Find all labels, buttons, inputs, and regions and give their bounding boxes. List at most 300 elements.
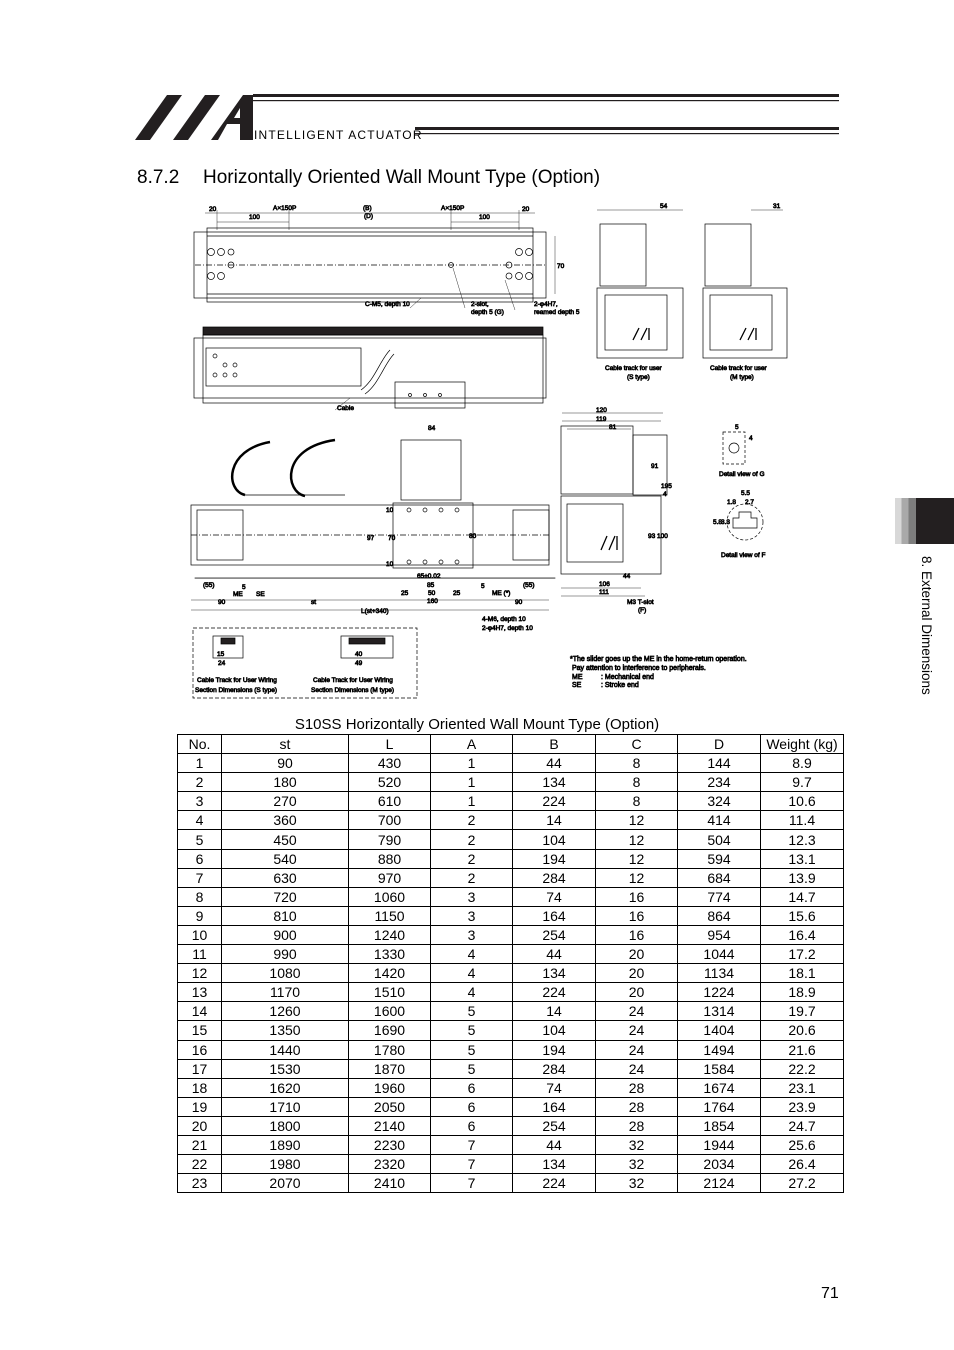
table-cell: 224 (513, 792, 596, 811)
table-row (178, 1135, 844, 1154)
top-view (194, 210, 555, 310)
section-number: 8.7.2 (137, 167, 180, 188)
table-cell: 32 (596, 1135, 678, 1154)
table-cell: 10 (178, 925, 222, 944)
table-cell: 6 (431, 1078, 513, 1097)
page-number: 71 (821, 1285, 839, 1302)
table-cell: 12.3 (761, 830, 844, 849)
dim-bottom-25-left: 25 (401, 590, 409, 597)
table-row (178, 906, 844, 925)
table-cell: 26.4 (761, 1155, 844, 1174)
dim-bottom-84: 84 (428, 425, 436, 432)
table-row (178, 754, 844, 773)
table-cell: 3 (431, 887, 513, 906)
table-row (178, 925, 844, 944)
table-cell: 1440 (222, 1040, 349, 1059)
table-cell: 28 (596, 1116, 678, 1135)
table-row (178, 792, 844, 811)
section-m-caption-2: Section Dimensions (M type) (311, 687, 395, 694)
dim-side-91: 91 (651, 463, 659, 470)
table-cell: 20 (596, 964, 678, 983)
table-cell: 414 (678, 811, 761, 830)
table-cell: 284 (513, 1059, 596, 1078)
table-cell: 14 (513, 1002, 596, 1021)
table-cell: 864 (678, 906, 761, 925)
table-cell: 23.9 (761, 1097, 844, 1116)
dim-top-20-left: 20 (209, 206, 217, 213)
header-row (178, 735, 844, 754)
table-cell: 9.7 (761, 773, 844, 792)
dim-bottom-l: L(st+340) (361, 608, 389, 615)
table-cell: 700 (349, 811, 431, 830)
dim-bottom-55-right: (55) (523, 582, 535, 589)
table-cell: 21 (178, 1135, 222, 1154)
logo-text: INTELLIGENT ACTUATOR (254, 128, 423, 142)
dim-top-a150-left: A×150P (273, 205, 297, 212)
table-cell: 4 (178, 811, 222, 830)
table-row (178, 983, 844, 1002)
column-header: B (513, 735, 596, 754)
dim-bottom-25-right: 25 (453, 590, 461, 597)
section-heading (137, 167, 600, 189)
slot-label-2: (F) (638, 607, 647, 614)
table-title: S10SS Horizontally Oriented Wall Mount Type (Option) (294, 716, 660, 733)
table-cell: 44 (513, 945, 596, 964)
table-row (178, 811, 844, 830)
column-header: st (222, 735, 349, 754)
table-cell: 594 (678, 849, 761, 868)
dim-bottom-10-top: 10 (386, 507, 394, 514)
table-cell: 1764 (678, 1097, 761, 1116)
callout-reamed-2: reamed depth 5 (534, 309, 580, 316)
table-cell: 9 (178, 906, 222, 925)
dim-bottom-st: st (311, 599, 317, 606)
dim-bottom-se: SE (256, 591, 265, 598)
table-cell: 1420 (349, 964, 431, 983)
table-cell: 7 (178, 868, 222, 887)
table-cell: 15.6 (761, 906, 844, 925)
dim-bottom-me: ME (233, 591, 243, 598)
table-row (178, 1078, 844, 1097)
dim-side-44: 44 (623, 573, 631, 580)
table-cell: 22 (178, 1155, 222, 1174)
table-cell: 254 (513, 925, 596, 944)
dim-side-195: 195 (661, 483, 672, 490)
table-cell: 44 (513, 1135, 596, 1154)
detail-f-dim-33: 3.3 (721, 519, 731, 526)
callout-cm5: C-M5, depth 10 (365, 301, 410, 308)
table-cell: 1 (431, 773, 513, 792)
table-cell: 1404 (678, 1021, 761, 1040)
table-body (178, 754, 844, 1193)
callout-slot-1: 2-slot, (471, 301, 489, 308)
table-cell: 2034 (678, 1155, 761, 1174)
table-cell: 7 (431, 1155, 513, 1174)
table-cell: 2 (431, 830, 513, 849)
dim-bottom-80: 80 (469, 533, 477, 540)
table-cell: 1494 (678, 1040, 761, 1059)
table-cell: 134 (513, 1155, 596, 1174)
table-cell: 970 (349, 868, 431, 887)
note-interference: Pay attention to interference to peripherals. (572, 665, 706, 672)
table-cell: 134 (513, 964, 596, 983)
table-cell: 74 (513, 1078, 596, 1097)
table-cell: 180 (222, 773, 349, 792)
table-cell: 900 (222, 925, 349, 944)
table-cell: 1944 (678, 1135, 761, 1154)
table-cell: 12 (596, 830, 678, 849)
table-cell: 8 (596, 792, 678, 811)
end-view-s-caption-2: (S type) (627, 374, 650, 381)
table-row (178, 849, 844, 868)
table-cell: 1240 (349, 925, 431, 944)
table-cell: 194 (513, 849, 596, 868)
table-cell: 12 (596, 849, 678, 868)
dim-side-93: 93 (648, 533, 656, 540)
dim-bottom-55-left: (55) (203, 582, 215, 589)
table-cell: 1980 (222, 1155, 349, 1174)
dim-bottom-70: 70 (388, 535, 396, 542)
table-cell: 2070 (222, 1174, 349, 1193)
table-cell: 1330 (349, 945, 431, 964)
table-cell: 74 (513, 887, 596, 906)
table-cell: 1044 (678, 945, 761, 964)
end-view-s-caption-1: Cable track for user (605, 365, 662, 372)
dim-bottom-50: 50 (428, 590, 436, 597)
table-cell: 5 (431, 1040, 513, 1059)
table-cell: 3 (431, 906, 513, 925)
detail-f-dim-27: 2.7 (745, 499, 755, 506)
dim-bottom-90-right: 90 (515, 599, 523, 606)
table-cell: 18.9 (761, 983, 844, 1002)
table-cell: 990 (222, 945, 349, 964)
table-cell: 504 (678, 830, 761, 849)
table-cell: 1170 (222, 983, 349, 1002)
detail-f-dim-58: 5.8 (713, 519, 723, 526)
dim-top-b: (B) (363, 205, 372, 212)
table-cell: 17 (178, 1059, 222, 1078)
table-row (178, 887, 844, 906)
dim-top-100-left: 100 (249, 214, 260, 221)
dim-bottom-me-star: ME (*) (492, 590, 511, 597)
table-row (178, 1155, 844, 1174)
note-se-abbr: SE (572, 682, 582, 689)
table-cell: 1710 (222, 1097, 349, 1116)
table-cell: 1890 (222, 1135, 349, 1154)
table-cell: 284 (513, 868, 596, 887)
table-cell: 1080 (222, 964, 349, 983)
table-cell: 3 (178, 792, 222, 811)
table-cell: 1 (431, 792, 513, 811)
table-cell: 11 (178, 945, 222, 964)
callout-slot-2: depth 5 (G) (471, 309, 504, 316)
dim-side-4: 4 (663, 491, 667, 498)
end-view-m-dim: 31 (773, 203, 781, 210)
note-me-def: : Mechanical end (601, 674, 654, 681)
table-cell: 1350 (222, 1021, 349, 1040)
detail-f (727, 504, 763, 540)
column-header: D (678, 735, 761, 754)
table-cell: 17.2 (761, 945, 844, 964)
table-cell: 520 (349, 773, 431, 792)
table-cell: 4 (431, 945, 513, 964)
dim-bottom-65: 65±0.02 (417, 573, 441, 580)
table-cell: 5 (431, 1059, 513, 1078)
table-cell: 10.6 (761, 792, 844, 811)
table-cell: 104 (513, 1021, 596, 1040)
table-cell: 630 (222, 868, 349, 887)
dim-top-70: 70 (557, 263, 565, 270)
table-cell: 134 (513, 773, 596, 792)
table-cell: 254 (513, 1116, 596, 1135)
table-cell: 13.1 (761, 849, 844, 868)
dim-top-d: (D) (364, 213, 374, 220)
dim-side-100: 100 (657, 533, 668, 540)
table-cell: 18.1 (761, 964, 844, 983)
table-row (178, 1040, 844, 1059)
dim-bottom-10-bottom: 10 (386, 561, 394, 568)
table-cell: 164 (513, 906, 596, 925)
table-cell: 12 (178, 964, 222, 983)
slot-label-1: M3 T-slot (627, 599, 654, 606)
table-cell: 7 (431, 1174, 513, 1193)
detail-g-dim-5: 5 (735, 424, 739, 431)
table-cell: 2124 (678, 1174, 761, 1193)
dim-bottom-5-right: 5 (481, 583, 485, 590)
detail-g-caption: Detail view of G (719, 471, 765, 478)
table-cell: 430 (349, 754, 431, 773)
front-view (194, 327, 546, 410)
table-cell: 25.6 (761, 1135, 844, 1154)
table-cell: 2050 (349, 1097, 431, 1116)
detail-f-caption: Detail view of F (721, 552, 766, 559)
table-row (178, 1021, 844, 1040)
section-title: Horizontally Oriented Wall Mount Type (Option) (203, 167, 601, 188)
detail-f-dim-55: 5.5 (741, 490, 751, 497)
table-cell: 8 (596, 773, 678, 792)
table-row (178, 964, 844, 983)
table-cell: 194 (513, 1040, 596, 1059)
table-cell: 6 (431, 1097, 513, 1116)
table-cell: 24 (596, 1021, 678, 1040)
table-cell: 1600 (349, 1002, 431, 1021)
table-cell: 32 (596, 1174, 678, 1193)
table-cell: 14.7 (761, 887, 844, 906)
detail-g-dim-4: 4 (749, 435, 753, 442)
table-cell: 234 (678, 773, 761, 792)
table-cell: 16 (596, 925, 678, 944)
table-row (178, 1174, 844, 1193)
table-cell: 4 (431, 983, 513, 1002)
table-cell: 270 (222, 792, 349, 811)
section-s-dim-24: 24 (218, 660, 226, 667)
table-cell: 1960 (349, 1078, 431, 1097)
table-cell: 8 (178, 887, 222, 906)
column-header: No. (178, 735, 222, 754)
side-tab-marker (916, 498, 954, 544)
table-cell: 324 (678, 792, 761, 811)
table-cell: 1530 (222, 1059, 349, 1078)
table-cell: 224 (513, 1174, 596, 1193)
table-cell: 20 (596, 983, 678, 1002)
table-cell: 720 (222, 887, 349, 906)
table-cell: 15 (178, 1021, 222, 1040)
table-row (178, 1059, 844, 1078)
table-cell: 13.9 (761, 868, 844, 887)
table-cell: 2 (178, 773, 222, 792)
table-cell: 7 (431, 1135, 513, 1154)
table-cell: 1800 (222, 1116, 349, 1135)
dim-bottom-97: 97 (367, 535, 375, 542)
table-cell: 8.9 (761, 754, 844, 773)
table-cell: 2 (431, 811, 513, 830)
table-cell: 2320 (349, 1155, 431, 1174)
section-s-caption-2: Section Dimensions (S type) (195, 687, 278, 694)
column-header: Weight (kg) (761, 735, 844, 754)
end-view-m-caption-2: (M type) (730, 374, 754, 381)
table-header (178, 735, 844, 754)
table-cell: 16 (596, 906, 678, 925)
table-cell: 1510 (349, 983, 431, 1002)
dim-bottom-85: 85 (427, 582, 435, 589)
table-cell: 24.7 (761, 1116, 844, 1135)
table-cell: 20 (178, 1116, 222, 1135)
table-cell: 19 (178, 1097, 222, 1116)
table-cell: 32 (596, 1155, 678, 1174)
table-row (178, 1002, 844, 1021)
table-cell: 24 (596, 1040, 678, 1059)
table-cell: 16.4 (761, 925, 844, 944)
note-me-abbr: ME (572, 674, 583, 681)
dim-bottom-160: 160 (427, 598, 438, 605)
table-cell: 360 (222, 811, 349, 830)
table-cell: 1260 (222, 1002, 349, 1021)
table-cell: 14 (513, 811, 596, 830)
detail-g (723, 432, 745, 464)
table-cell: 1584 (678, 1059, 761, 1078)
table-row (178, 945, 844, 964)
table-cell: 1690 (349, 1021, 431, 1040)
table-cell: 14 (178, 1002, 222, 1021)
cable-label: Cable (337, 405, 354, 412)
table-cell: 164 (513, 1097, 596, 1116)
table-row (178, 830, 844, 849)
table-cell: 23 (178, 1174, 222, 1193)
table-cell: 1134 (678, 964, 761, 983)
callout-reamed-1: 2-φ4H7, (534, 301, 558, 308)
table-cell: 1 (178, 754, 222, 773)
end-view-m-caption-1: Cable track for user (710, 365, 767, 372)
table-cell: 20.6 (761, 1021, 844, 1040)
table-cell: 6 (178, 849, 222, 868)
table-cell: 450 (222, 830, 349, 849)
table-cell: 2230 (349, 1135, 431, 1154)
table-row (178, 1116, 844, 1135)
note-se-def: : Stroke end (601, 682, 639, 689)
table-cell: 684 (678, 868, 761, 887)
callout-m6: 4-M6, depth 10 (482, 616, 526, 623)
table-cell: 2 (431, 849, 513, 868)
table-cell: 28 (596, 1078, 678, 1097)
table-cell: 810 (222, 906, 349, 925)
dim-side-119: 119 (596, 416, 607, 423)
table-cell: 18 (178, 1078, 222, 1097)
dim-side-106: 106 (599, 581, 610, 588)
section-m-dim-40: 40 (355, 651, 363, 658)
side-tab-gradient (895, 498, 916, 544)
table-cell: 880 (349, 849, 431, 868)
column-header: C (596, 735, 678, 754)
table-cell: 2410 (349, 1174, 431, 1193)
table-cell: 104 (513, 830, 596, 849)
callout-reamed-10: 2-φ4H7, depth 10 (482, 625, 533, 632)
table-cell: 24 (596, 1002, 678, 1021)
end-view-s-dim: 54 (660, 203, 668, 210)
table-cell: 13 (178, 983, 222, 1002)
table-cell: 3 (431, 925, 513, 944)
dim-side-81: 81 (609, 424, 617, 431)
table-cell: 23.1 (761, 1078, 844, 1097)
column-header: A (431, 735, 513, 754)
table-cell: 44 (513, 754, 596, 773)
table-cell: 1150 (349, 906, 431, 925)
table-cell: 90 (222, 754, 349, 773)
table-cell: 5 (431, 1002, 513, 1021)
table-cell: 540 (222, 849, 349, 868)
table-cell: 2140 (349, 1116, 431, 1135)
table-cell: 1780 (349, 1040, 431, 1059)
table-cell: 774 (678, 887, 761, 906)
table-cell: 610 (349, 792, 431, 811)
dim-top-a150-right: A×150P (441, 205, 465, 212)
dim-bottom-90-left: 90 (218, 599, 226, 606)
table-cell: 1314 (678, 1002, 761, 1021)
dimension-drawing (185, 200, 805, 705)
table-cell: 12 (596, 868, 678, 887)
section-m-caption-1: Cable Track for User Wiring (313, 677, 393, 684)
detail-f-dim-18: 1.8 (727, 499, 737, 506)
table-cell: 11.4 (761, 811, 844, 830)
dim-top-100-right: 100 (479, 214, 490, 221)
section-s-dim-15: 15 (217, 651, 225, 658)
table-cell: 12 (596, 811, 678, 830)
table-cell: 5 (431, 1021, 513, 1040)
iai-logo (135, 92, 841, 142)
side-tab-label: 8. External Dimensions (919, 556, 934, 695)
table-cell: 1620 (222, 1078, 349, 1097)
table-row (178, 773, 844, 792)
table-cell: 1060 (349, 887, 431, 906)
table-cell: 1870 (349, 1059, 431, 1078)
table-cell: 1854 (678, 1116, 761, 1135)
table-cell: 28 (596, 1097, 678, 1116)
table-row (178, 1097, 844, 1116)
table-row (178, 868, 844, 887)
table-cell: 27.2 (761, 1174, 844, 1193)
table-cell: 4 (431, 964, 513, 983)
column-header: L (349, 735, 431, 754)
table-cell: 22.2 (761, 1059, 844, 1078)
table-cell: 21.6 (761, 1040, 844, 1059)
table-cell: 20 (596, 945, 678, 964)
side-view (561, 413, 667, 596)
dimension-table (177, 734, 844, 1193)
dim-side-111: 111 (599, 589, 609, 596)
note-home-return: *The slider goes up the ME in the home-return operation. (570, 656, 747, 663)
table-cell: 16 (178, 1040, 222, 1059)
table-cell: 24 (596, 1059, 678, 1078)
table-cell: 224 (513, 983, 596, 1002)
